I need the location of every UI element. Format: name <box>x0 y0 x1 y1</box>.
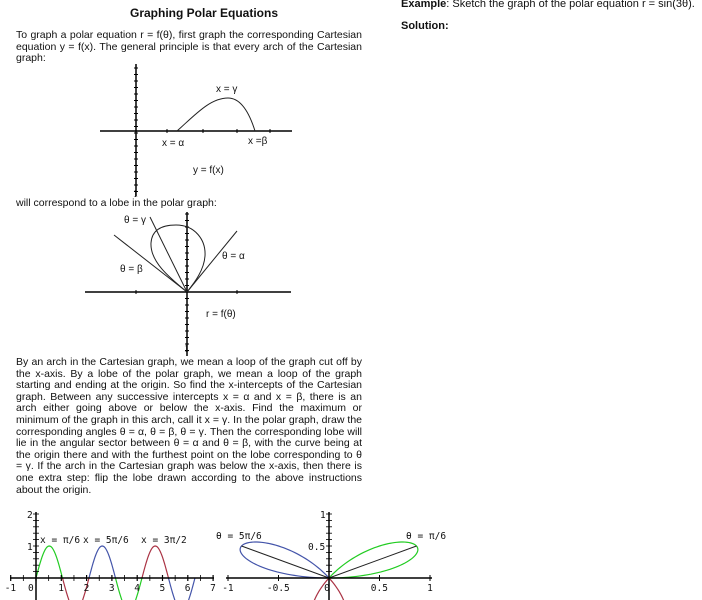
y-tick-label: 2 <box>27 510 33 521</box>
label-x-gamma: x = γ <box>216 84 238 95</box>
annotation-pi-6: x = π/6 <box>40 535 81 546</box>
footnote-mark: 1 <box>133 189 138 200</box>
example-text: : Sketch the graph of the polar equation r = sin(3θ). <box>446 0 695 10</box>
explanation-paragraph: By an arch in the Cartesian graph, we mean a loop of the graph cut off by the x-axis. By a lobe of the polar graph, we mean a loop of the graph starting and ending at the origin. So find the x-intercepts of the Cartesian graph. Between any successive intercepts x = α and x = β, there is an arch either going above or below the x-axis. Find the maximum or minimum of the graph in this arch, call it x = γ. In the polar graph, draw the corresponding angles θ = α, θ = β, θ = γ. Then the corresponding lobe will lie in the angular sector between θ = α and θ = β, with the curve being at the origin there and with the furthest point on the lobe corresponding to θ = γ. If the arch in the Cartesian graph was below the x-axis, then there is one extra step: flip the lobe drawn according to the above instructions about the origin. <box>16 356 362 496</box>
page-title: Graphing Polar Equations <box>130 6 279 20</box>
x-tick-label: 5 <box>159 583 166 594</box>
label-theta-beta: θ = β <box>120 264 143 275</box>
transition-text: will correspond to a lobe in the polar graph: <box>16 197 217 209</box>
y-tick-label: 0.5 <box>308 542 326 553</box>
label-x-alpha: x = α <box>162 138 185 149</box>
solution-label: Solution: <box>401 20 449 32</box>
x-tick-label: 0.5 <box>370 583 388 594</box>
footnote-mark: 1 <box>184 344 189 355</box>
label-theta-alpha: θ = α <box>222 251 245 262</box>
label-theta-gamma: θ = γ <box>124 215 146 226</box>
polar-equation: r = f(θ) <box>206 309 236 320</box>
x-tick-label: 2 <box>83 583 90 594</box>
x-tick-label: 3 <box>108 583 115 594</box>
x-tick-label: -1 <box>222 583 234 594</box>
x-tick-label: 7 <box>210 583 216 594</box>
y-tick-label: 1 <box>320 510 326 521</box>
x-tick-label: -1 <box>4 583 17 594</box>
annotation-theta-5pi-6: θ = 5π/6 <box>216 531 262 542</box>
intro-paragraph: To graph a polar equation r = f(θ), first graph the corresponding Cartesian equation y = f(x). The general principle is that every arch of the Cartesian graph: <box>16 29 362 65</box>
annotation-3pi-2: x = 3π/2 <box>141 535 187 546</box>
x-tick-label: 0 <box>324 583 330 594</box>
x-tick-label: 1 <box>58 583 65 594</box>
example-label: Example <box>401 0 447 10</box>
annotation-5pi-6: x = 5π/6 <box>83 535 129 546</box>
cartesian-equation: y = f(x) <box>193 165 224 176</box>
y-tick-label: 1 <box>27 542 33 553</box>
annotation-theta-pi-6: θ = π/6 <box>406 531 447 542</box>
x-tick-label: -0.5 <box>266 583 290 594</box>
x-tick-label: 0 <box>28 583 34 594</box>
x-tick-label: 4 <box>134 583 140 594</box>
x-tick-label: 6 <box>184 583 191 594</box>
x-tick-label: 1 <box>427 583 433 594</box>
label-x-beta: x =β <box>248 136 268 147</box>
